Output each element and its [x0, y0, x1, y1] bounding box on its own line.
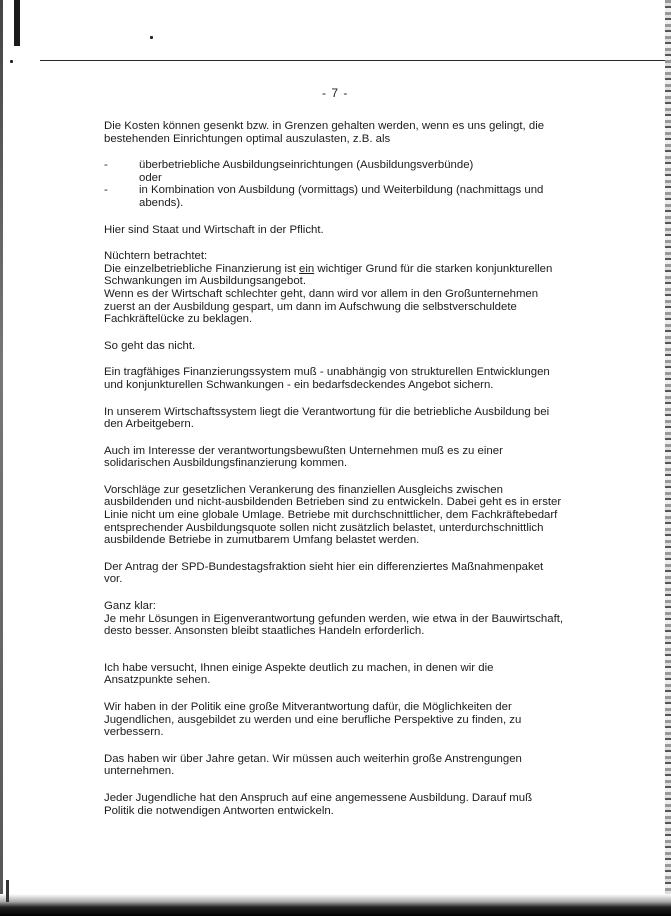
- scan-bottom-edge: [0, 894, 671, 916]
- text-run: Die einzelbetriebliche Finanzierung ist: [104, 262, 296, 275]
- paragraph: In unserem Wirtschaftssystem liegt die Verantwortung für die betriebliche Ausbildung bei den Arbeitgebern.: [104, 405, 550, 431]
- paragraph: Ganz klar:: [104, 600, 156, 613]
- list-item: [104, 184, 564, 209]
- paragraph: Auch im Interesse der verantwortungsbewußten Unternehmen muß es zu einer solidarischen Ausbildungsfinanzierung kommen.: [104, 444, 503, 470]
- paragraph: Hier sind Staat und Wirtschaft in der Pflicht.: [104, 223, 324, 236]
- scan-right-edge: [665, 0, 671, 916]
- paragraph: So geht das nicht.: [104, 339, 196, 352]
- scan-binding-mark: [14, 0, 20, 46]
- scan-top-rule: [40, 60, 670, 61]
- paragraph: Wenn es der Wirtschaft schlechter geht, dann wird vor allem in den Großunternehmen zuerst an der Ausbildung gespart, um dann im Aufschwung die selbstverschuldete Fachkräftelücke zu beklagen.: [104, 287, 539, 326]
- paragraph: [104, 263, 564, 288]
- paragraph: Die Kosten können gesenkt bzw. in Grenzen gehalten werden, wenn es uns gelingt, die bestehenden Einrichtungen optimal auszulasten, z.B. als: [104, 120, 545, 145]
- paragraph: Je mehr Lösungen in Eigenverantwortung gefunden werden, wie etwa in der Bauwirtschaft, desto besser. Ansonsten bleibt staatliches Handeln erforderlich.: [104, 612, 564, 638]
- paragraph: Wir haben in der Politik eine große Mitverantwortung dafür, die Möglichkeiten der Jugendlichen, ausgebildet zu werden und eine berufliche Perspektive zu finden, zu verbessern.: [104, 701, 522, 739]
- document-body: [104, 120, 564, 817]
- list-item: [104, 159, 564, 172]
- scan-speck: [10, 60, 13, 63]
- bullet-dash: -: [104, 184, 108, 197]
- paragraph: Nüchtern betrachtet:: [104, 250, 208, 263]
- underlined-word: ein: [299, 262, 315, 275]
- paragraph: Das haben wir über Jahre getan. Wir müssen auch weiterhin große Anstrengungen unternehmen.: [104, 752, 522, 778]
- paragraph: Vorschläge zur gesetzlichen Verankerung des finanziellen Ausgleichs zwischen ausbildenden und nicht-ausbildenden Betrieben sind zu entwickeln. Dabei geht es in erster Linie nicht um eine globale Umlage. Betriebe mit durchschnittlicher, dem Fachkräftebedarf entsprechender Ausbildungsquote sollen nicht zusätzlich belastet, unterdurchschnittlich ausbildende Betriebe in zumutbarem Umfang belastet werden.: [104, 483, 562, 547]
- list-connector: oder: [139, 171, 162, 184]
- paragraph: Jeder Jugendliche hat den Anspruch auf eine angemessene Ausbildung. Darauf muß Politik die notwendigen Antworten entwickeln.: [104, 791, 533, 817]
- paragraph: Ein tragfähiges Finanzierungssystem muß - unabhängig von strukturellen Entwicklungen und konjunkturellen Schwankungen - ein bedarfsdeckendes Angebot sichern.: [104, 366, 550, 391]
- page-number: - 7 -: [322, 86, 349, 100]
- bullet-dash: -: [104, 159, 108, 172]
- scan-speck: [150, 36, 153, 39]
- list-item-text: überbetriebliche Ausbildungseinrichtungen (Ausbildungsverbünde): [139, 159, 474, 172]
- scan-bottom-mark: [6, 880, 9, 902]
- scan-left-edge: [0, 0, 3, 916]
- list-item-text: in Kombination von Ausbildung (vormittags) und Weiterbildung (nachmittags und abends).: [139, 184, 544, 209]
- text-run: wichtiger Grund für die starken konjunkturellen Schwankungen im Ausbildungsangebot.: [104, 262, 553, 288]
- paragraph: Der Antrag der SPD-Bundestagsfraktion sieht hier ein differenziertes Maßnahmenpaket vor.: [104, 560, 544, 586]
- paragraph: Ich habe versucht, Ihnen einige Aspekte deutlich zu machen, in denen wir die Ansatzpunkte sehen.: [104, 661, 494, 687]
